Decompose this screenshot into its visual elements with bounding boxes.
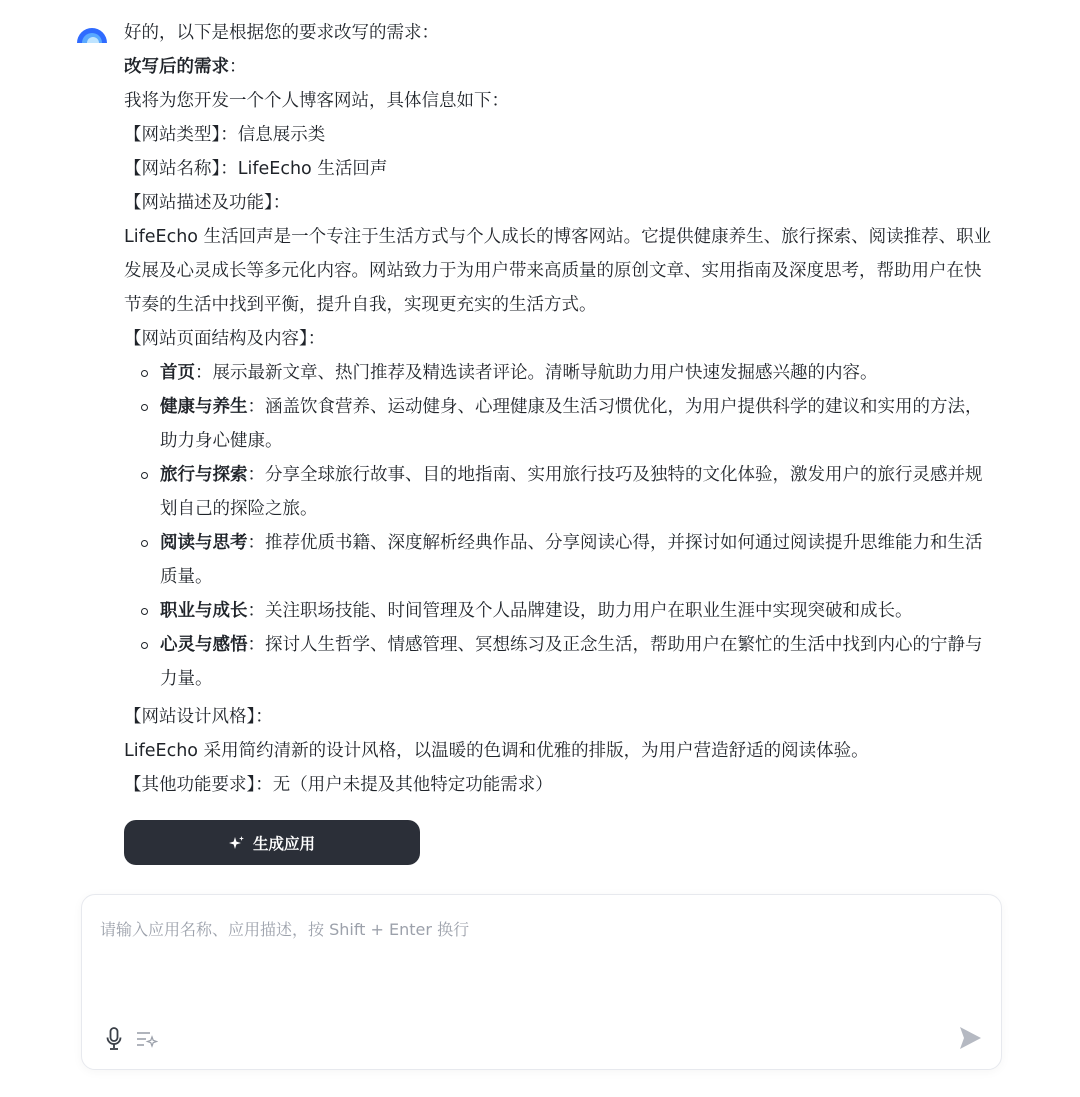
generate-app-button[interactable] bbox=[124, 820, 420, 865]
generate-app-label: 生成应用 bbox=[252, 834, 315, 853]
site-description-label: 【网站描述及功能】： bbox=[124, 193, 291, 213]
composer bbox=[81, 894, 1002, 1070]
send-icon[interactable] bbox=[958, 1025, 982, 1051]
list-item bbox=[124, 594, 994, 628]
section-text: ：关注职场技能、时间管理及个人品牌建设，助力用户在职业生涯中实现突破和成长。 bbox=[247, 601, 913, 621]
message-intro: 好的，以下是根据您的要求改写的需求： bbox=[124, 23, 439, 43]
section-title: 职业与成长 bbox=[160, 601, 248, 621]
sparkle-icon bbox=[229, 835, 245, 851]
page-structure-label: 【网站页面结构及内容】： bbox=[124, 329, 326, 349]
requirement-heading bbox=[124, 50, 994, 84]
section-text: ：分享全球旅行故事、目的地指南、实用旅行技巧及独特的文化体验，激发用户的旅行灵感并规划自己的探险之旅。 bbox=[160, 465, 983, 519]
section-title: 旅行与探索 bbox=[160, 465, 248, 485]
microphone-icon[interactable] bbox=[106, 1027, 122, 1051]
heading-text: 改写后的需求 bbox=[124, 57, 229, 77]
list-item bbox=[124, 356, 994, 390]
site-description: LifeEcho 生活回声是一个专注于生活方式与个人成长的博客网站。它提供健康养生、旅行探索、阅读推荐、职业发展及心灵成长等多元化内容。网站致力于为用户带来高质量的原创文章、实用指南及深度思考，帮助用户在快节奏的生活中找到平衡，提升自我，实现更充实的生活方式。 bbox=[124, 227, 992, 315]
section-title: 首页 bbox=[160, 363, 195, 383]
design-style-text: LifeEcho 采用简约清新的设计风格，以温暖的色调和优雅的排版，为用户营造舒适的阅读体验。 bbox=[124, 741, 869, 761]
assistant-avatar-icon bbox=[76, 22, 108, 44]
section-title: 阅读与思考 bbox=[160, 533, 248, 553]
section-title: 健康与养生 bbox=[160, 397, 248, 417]
section-title: 心灵与感悟 bbox=[160, 635, 248, 655]
prompt-optimize-icon[interactable] bbox=[136, 1029, 158, 1049]
page-structure-list bbox=[124, 356, 994, 696]
heading-colon: ： bbox=[229, 57, 247, 77]
assistant-message bbox=[124, 16, 994, 802]
site-name: 【网站名称】：LifeEcho 生活回声 bbox=[124, 159, 388, 179]
section-text: ：推荐优质书籍、深度解析经典作品、分享阅读心得，并探讨如何通过阅读提升思维能力和生活质量。 bbox=[160, 533, 983, 587]
site-type: 【网站类型】：信息展示类 bbox=[124, 125, 326, 145]
section-text: ：探讨人生哲学、情感管理、冥想练习及正念生活，帮助用户在繁忙的生活中找到内心的宁静与力量。 bbox=[160, 635, 983, 689]
design-style-label: 【网站设计风格】： bbox=[124, 707, 273, 727]
list-item bbox=[124, 628, 994, 696]
section-text: ：涵盖饮食营养、运动健身、心理健康及生活习惯优化，为用户提供科学的建议和实用的方法，助力身心健康。 bbox=[160, 397, 983, 451]
other-requirements: 【其他功能要求】：无（用户未提及其他特定功能需求） bbox=[124, 775, 553, 795]
list-item bbox=[124, 526, 994, 594]
prompt-input[interactable] bbox=[100, 917, 980, 997]
list-item bbox=[124, 458, 994, 526]
message-lead: 我将为您开发一个个人博客网站，具体信息如下： bbox=[124, 91, 509, 111]
list-item bbox=[124, 390, 994, 458]
section-text: ：展示最新文章、热门推荐及精选读者评论。清晰导航助力用户快速发掘感兴趣的内容。 bbox=[195, 363, 878, 383]
